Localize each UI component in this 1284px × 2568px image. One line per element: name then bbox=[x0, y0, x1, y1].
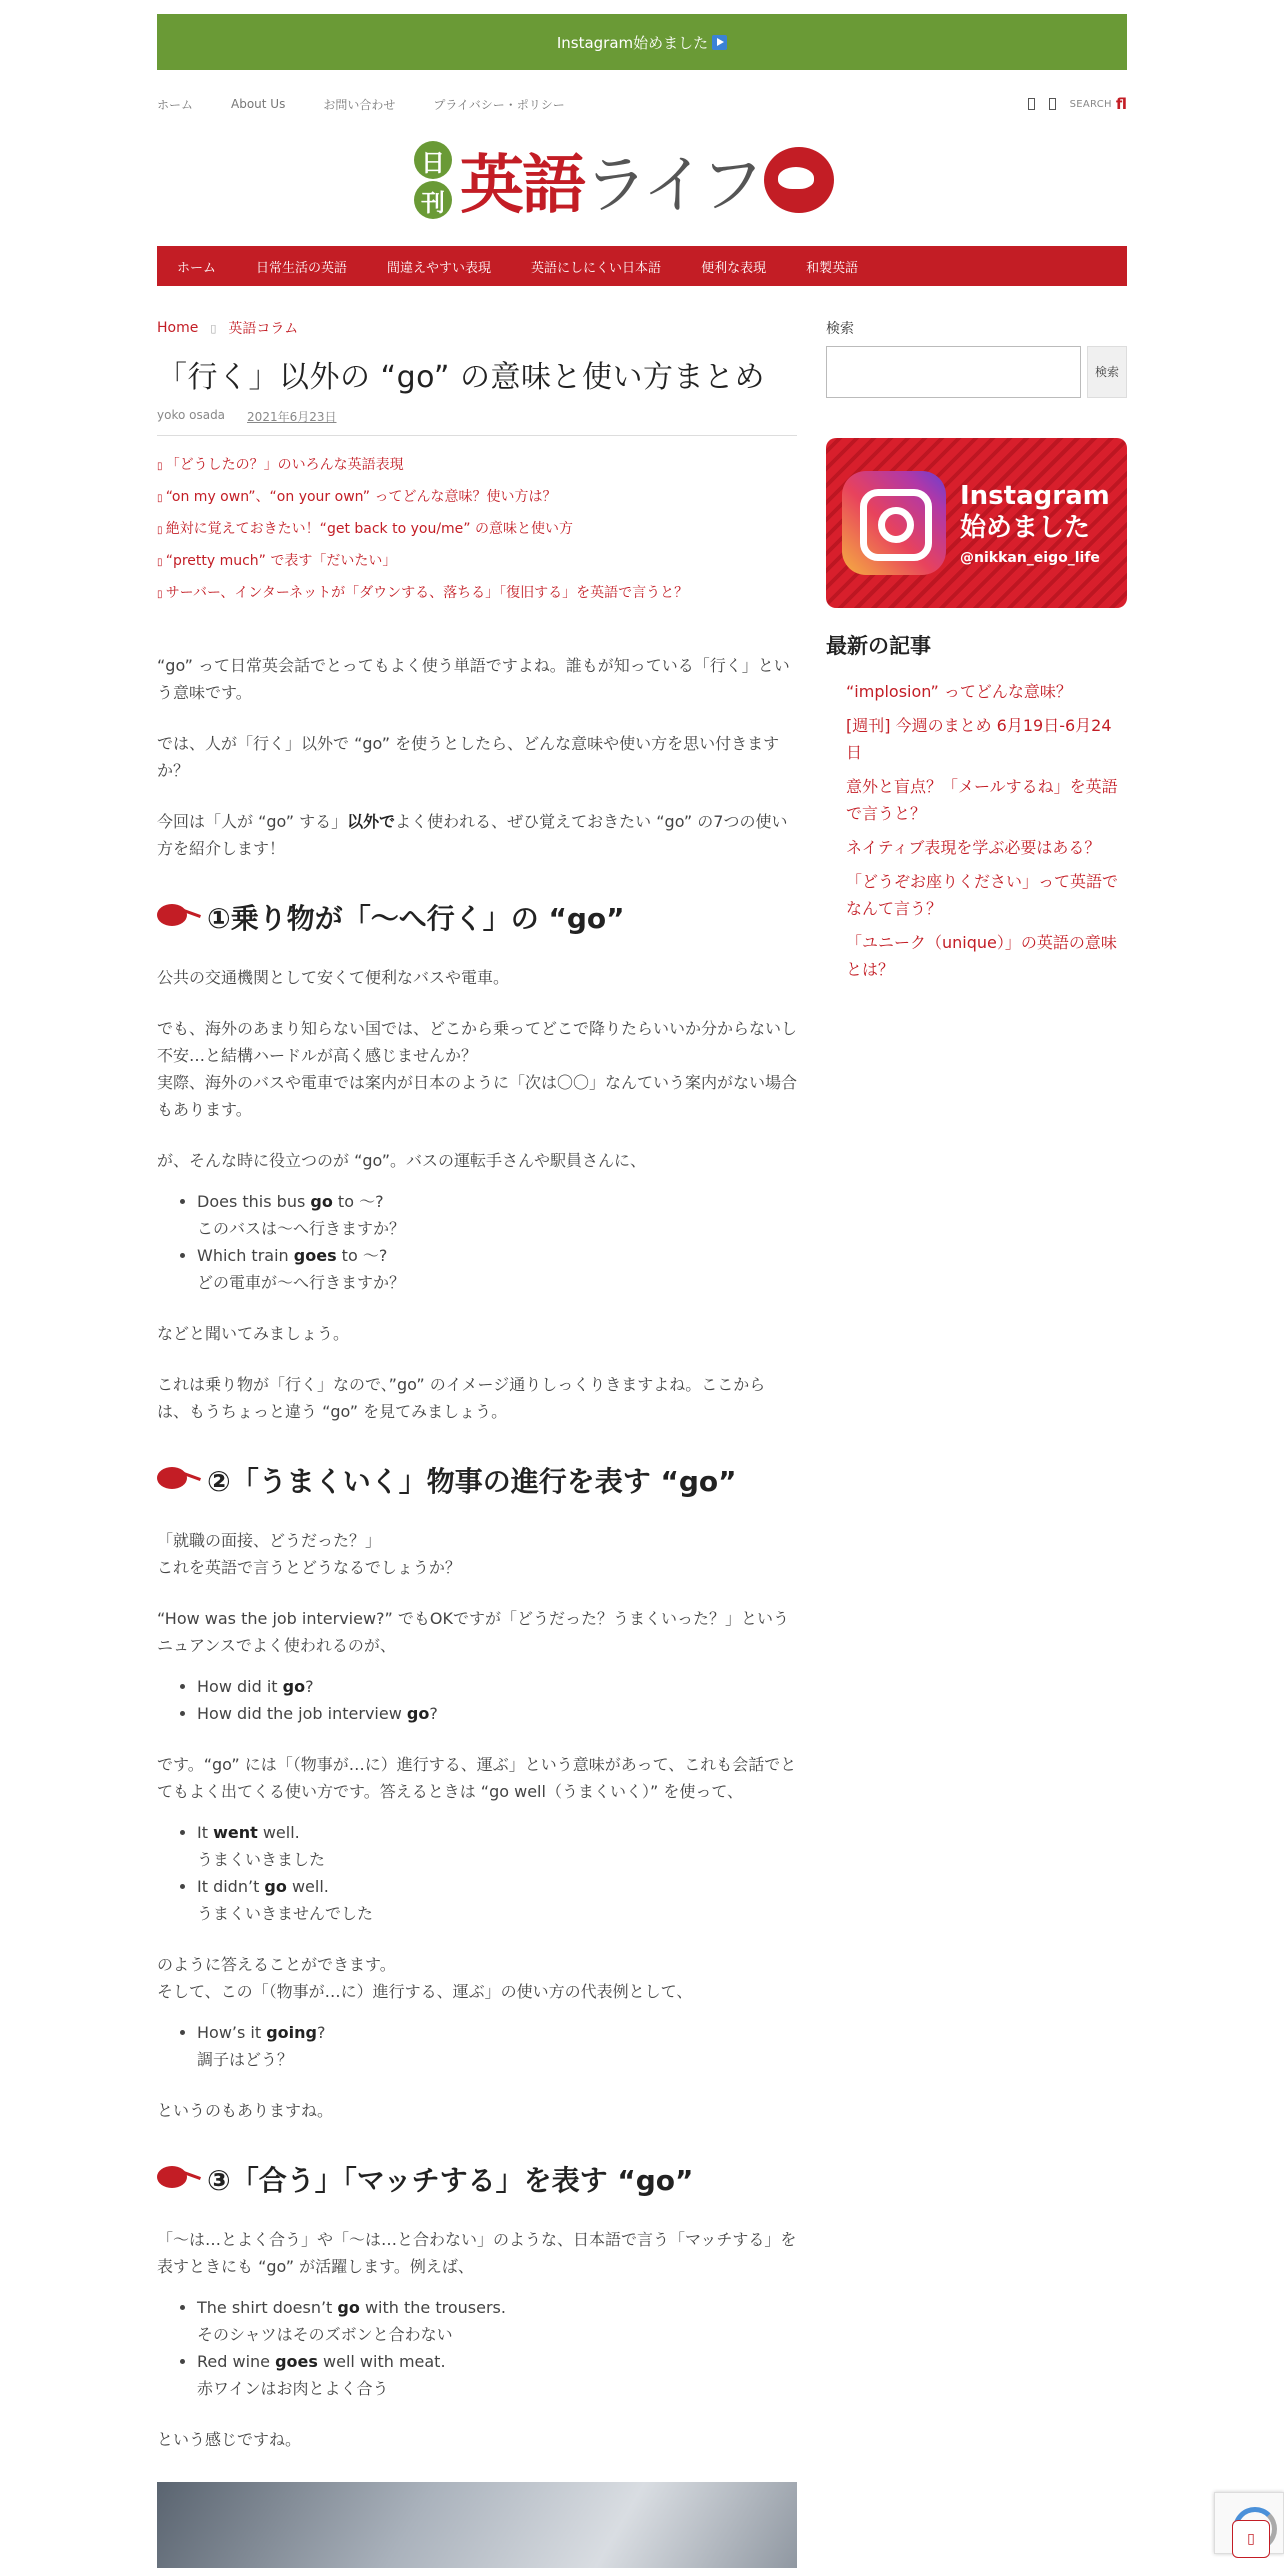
text: well. bbox=[286, 1877, 329, 1896]
list-item bbox=[197, 1188, 797, 1242]
bold-text: goes bbox=[275, 2352, 318, 2371]
heading-text: ②「うまくいく」物事の進行を表す “go” bbox=[207, 1464, 737, 1498]
sidebar bbox=[826, 318, 1127, 990]
recent-post-link[interactable]: “implosion” ってどんな意味？ bbox=[846, 682, 1072, 701]
play-icon bbox=[712, 35, 727, 50]
translation: このバスは〜へ行きますか？ bbox=[197, 1219, 406, 1238]
bold-text: go bbox=[406, 1704, 430, 1723]
text: Which train bbox=[197, 1246, 294, 1265]
translation: そのシャツはそのズボンと合わない bbox=[197, 2325, 453, 2344]
text: The shirt doesn’t bbox=[197, 2298, 338, 2317]
translation: 赤ワインはお肉とよく合う bbox=[197, 2379, 389, 2398]
paragraph bbox=[157, 1527, 797, 1581]
kiwi-logo-icon bbox=[764, 147, 834, 213]
section-heading-2 bbox=[157, 1465, 797, 1497]
social-icon-2[interactable] bbox=[1049, 98, 1056, 110]
bold-text: go bbox=[282, 1677, 306, 1696]
post-meta bbox=[157, 408, 797, 436]
article-photo bbox=[157, 2482, 797, 2568]
list-item bbox=[197, 1700, 797, 1727]
social-icon-1[interactable] bbox=[1028, 98, 1035, 110]
bold-text: go bbox=[310, 1192, 333, 1211]
list-item bbox=[197, 1242, 797, 1296]
recent-post-link[interactable]: 「どうぞお座りください」って英語でなんて言う？ bbox=[846, 872, 1119, 918]
list-item bbox=[197, 1819, 797, 1873]
translation: うまくいきませんでした bbox=[197, 1904, 374, 1923]
instagram-line2: 始めました bbox=[960, 513, 1091, 543]
search-input[interactable] bbox=[826, 346, 1081, 398]
heading-text: ③「合う」「マッチする」を表す “go” bbox=[207, 2163, 694, 2197]
kiwi-icon bbox=[157, 902, 203, 934]
main-nav-useful[interactable]: 便利な表現 bbox=[701, 260, 767, 276]
bold-text: 以外で bbox=[347, 812, 396, 831]
instagram-banner-text bbox=[960, 480, 1110, 566]
paragraph: “How was the job interview?” でもOKですが「どうだった？うまくいった？」というニュアンスでよく使われるのが、 bbox=[157, 1609, 790, 1655]
text: 「就職の面接、どうだった？」 bbox=[157, 1531, 382, 1550]
breadcrumb-home[interactable]: Home bbox=[157, 320, 199, 336]
text: 実際、海外のバスや電車では案内が日本のように「次は〇〇」なんていう案内がない場合もあります。 bbox=[157, 1073, 798, 1119]
bold-text: going bbox=[266, 2023, 317, 2042]
paragraph: “go” って日常英会話でとってもよく使う単語ですよね。誰もが知っている「行く」という意味です。 bbox=[157, 656, 790, 702]
logo-sub-text: ライフ bbox=[584, 149, 761, 223]
breadcrumb bbox=[157, 318, 797, 338]
text: ? bbox=[429, 1704, 438, 1723]
back-to-top-button[interactable]: ▯ bbox=[1232, 2520, 1270, 2558]
list-item bbox=[197, 2019, 797, 2073]
logo-badge-1: 日 bbox=[414, 141, 452, 179]
recent-post-link[interactable]: [週刊] 今週のまとめ 6月19日-6月24日 bbox=[846, 716, 1112, 762]
bold-text: go bbox=[337, 2298, 360, 2317]
related-posts bbox=[157, 450, 797, 610]
section-heading-1 bbox=[157, 902, 797, 934]
text: It didn’t bbox=[197, 1877, 265, 1896]
main-nav bbox=[157, 246, 1127, 286]
logo-badge-2: 刊 bbox=[414, 181, 452, 219]
paragraph bbox=[157, 1015, 797, 1123]
related-post-link[interactable]: ▯ “pretty much” で表す「だいたい」 bbox=[157, 546, 797, 578]
bold-text: went bbox=[213, 1823, 258, 1842]
list-item bbox=[197, 2294, 797, 2348]
text: でも、海外のあまり知らない国では、どこから乗ってどこで降りたらいいか分からないし不安…と結構ハードルが高く感じませんか？ bbox=[157, 1019, 798, 1065]
translation: どの電車が〜へ行きますか？ bbox=[197, 1273, 406, 1292]
example-list bbox=[197, 1188, 797, 1296]
nav-home-link[interactable]: ホーム bbox=[157, 97, 194, 112]
main-nav-home[interactable]: ホーム bbox=[177, 260, 217, 276]
search-icon[interactable]: fl bbox=[1115, 95, 1127, 113]
site-logo[interactable] bbox=[414, 138, 870, 222]
recent-posts-title: 最新の記事 bbox=[826, 634, 931, 658]
announcement-text: Instagram始めました bbox=[556, 33, 709, 52]
recent-posts bbox=[826, 678, 1127, 983]
paragraph: です。“go” には「（物事が…に）進行する、運ぶ」という意味があって、これも会話でとてもよく出てくる使い方です。答えるときは “go well（うまくいく）” を使って、 bbox=[157, 1755, 797, 1801]
main-nav-wasei[interactable]: 和製英語 bbox=[806, 260, 859, 276]
main-nav-daily[interactable]: 日常生活の英語 bbox=[256, 260, 348, 276]
instagram-line1: Instagram bbox=[960, 481, 1110, 511]
translation: うまくいきました bbox=[197, 1850, 326, 1869]
related-post-link[interactable]: ▯ サーバー、インターネットが「ダウンする、落ちる」「復旧する」を英語で言うと？ bbox=[157, 578, 797, 610]
text: to 〜? bbox=[336, 1246, 388, 1265]
heading-text: ①乗り物が「〜へ行く」の “go” bbox=[207, 901, 625, 935]
kiwi-icon bbox=[157, 2164, 203, 2196]
text: How’s it bbox=[197, 2023, 267, 2042]
text: のように答えることができます。 bbox=[157, 1955, 396, 1974]
main-nav-mistakes[interactable]: 間違えやすい表現 bbox=[387, 260, 492, 276]
main-nav-hard-japanese[interactable]: 英語にしにくい日本語 bbox=[531, 260, 662, 276]
post-author[interactable]: yoko osada bbox=[157, 408, 226, 422]
search-button[interactable]: 検索 bbox=[1087, 346, 1127, 398]
list-item bbox=[197, 1873, 797, 1927]
related-post-link[interactable]: ▯ “on my own”、“on your own” ってどんな意味？使い方は？ bbox=[157, 482, 797, 514]
logo-nikkan-badges bbox=[414, 141, 454, 219]
paragraph bbox=[157, 808, 797, 862]
example-list bbox=[197, 2294, 797, 2402]
search-label[interactable]: SEARCH bbox=[1069, 98, 1112, 110]
paragraph: これは乗り物が「行く」なので、”go” のイメージ通りしっくりきますよね。ここからは、もうちょっと違う “go” を見てみましょう。 bbox=[157, 1375, 766, 1421]
text: How did the job interview bbox=[197, 1704, 407, 1723]
main-content bbox=[157, 318, 797, 2477]
text: 今回は「人が “go” する」 bbox=[157, 812, 348, 831]
list-item bbox=[197, 1673, 797, 1700]
example-list bbox=[197, 1673, 797, 1727]
bold-text: go bbox=[264, 1877, 287, 1896]
example-list bbox=[197, 2019, 797, 2073]
recent-post-link[interactable]: 意外と盲点？「メールするね」を英語で言うと？ bbox=[846, 777, 1118, 823]
text: そして、この「（物事が…に）進行する、運ぶ」の使い方の代表例として、 bbox=[157, 1982, 693, 2001]
article-body bbox=[157, 652, 797, 2453]
nav-privacy-link[interactable]: プライバシー・ポリシー bbox=[433, 97, 565, 112]
breadcrumb-category[interactable]: 英語コラム bbox=[228, 321, 299, 337]
paragraph: では、人が「行く」以外で “go” を使うとしたら、どんな意味や使い方を思い付きますか？ bbox=[157, 734, 780, 780]
paragraph: というのもありますね。 bbox=[157, 2101, 334, 2120]
search-widget bbox=[826, 346, 1127, 398]
post-date[interactable]: 2021年6月23日 bbox=[247, 410, 337, 424]
text: よく使われる、ぜひ覚えておきたい “go” の7つの使い方を紹介します！ bbox=[157, 812, 788, 858]
instagram-announcement-bar[interactable] bbox=[157, 14, 1127, 70]
example-list bbox=[197, 1819, 797, 1927]
translation: 調子はどう？ bbox=[197, 2050, 294, 2069]
related-post-link[interactable]: ▯ 「どうしたの？」のいろんな英語表現 bbox=[157, 450, 797, 482]
paragraph: 公共の交通機関として安くて便利なバスや電車。 bbox=[157, 968, 510, 987]
paragraph: という感じですね。 bbox=[157, 2430, 302, 2449]
text: well. bbox=[257, 1823, 300, 1842]
text: It bbox=[197, 1823, 214, 1842]
text: ? bbox=[305, 1677, 314, 1696]
recent-post-link[interactable]: ネイティブ表現を学ぶ必要はある？ bbox=[846, 838, 1101, 857]
text: Red wine bbox=[197, 2352, 276, 2371]
nav-about-link[interactable]: About Us bbox=[231, 97, 286, 111]
paragraph: などと聞いてみましょう。 bbox=[157, 1324, 350, 1343]
paragraph: 「〜は…とよく合う」や「〜は…と合わない」のような、日本語で言う「マッチする」を表すときにも “go” が活躍します。例えば、 bbox=[157, 2230, 797, 2276]
paragraph bbox=[157, 1951, 797, 2005]
text: How did it bbox=[197, 1677, 283, 1696]
text: これを英語で言うとどうなるでしょうか？ bbox=[157, 1558, 461, 1577]
section-heading-3 bbox=[157, 2164, 797, 2196]
text: ? bbox=[317, 2023, 326, 2042]
paragraph: が、そんな時に役立つのが “go”。バスの運転手さんや駅員さんに、 bbox=[157, 1151, 647, 1170]
text: with the trousers. bbox=[359, 2298, 506, 2317]
bold-text: goes bbox=[293, 1246, 337, 1265]
instagram-handle: @nikkan_eigo_life bbox=[960, 550, 1100, 566]
secondary-nav bbox=[157, 92, 1127, 116]
text: Does this bus bbox=[197, 1192, 311, 1211]
instagram-icon bbox=[842, 471, 946, 575]
logo-main-text: 英語 bbox=[460, 149, 584, 223]
nav-contact-link[interactable]: お問い合わせ bbox=[323, 97, 396, 112]
header-tools bbox=[1028, 95, 1127, 113]
text: well with meat. bbox=[317, 2352, 446, 2371]
page-title: 「行く」以外の “go” の意味と使い方まとめ bbox=[157, 360, 765, 395]
kiwi-icon bbox=[157, 1465, 203, 1497]
breadcrumb-separator-icon: ▯ bbox=[210, 321, 217, 335]
list-item bbox=[197, 2348, 797, 2402]
text: to 〜? bbox=[332, 1192, 384, 1211]
recent-post-link[interactable]: 「ユニーク（unique）」の英語の意味とは？ bbox=[846, 933, 1117, 979]
related-post-link[interactable]: ▯ 絶対に覚えておきたい！“get back to you/me” の意味と使い方 bbox=[157, 514, 797, 546]
instagram-banner[interactable] bbox=[826, 438, 1127, 608]
search-widget-label: 検索 bbox=[826, 321, 854, 337]
